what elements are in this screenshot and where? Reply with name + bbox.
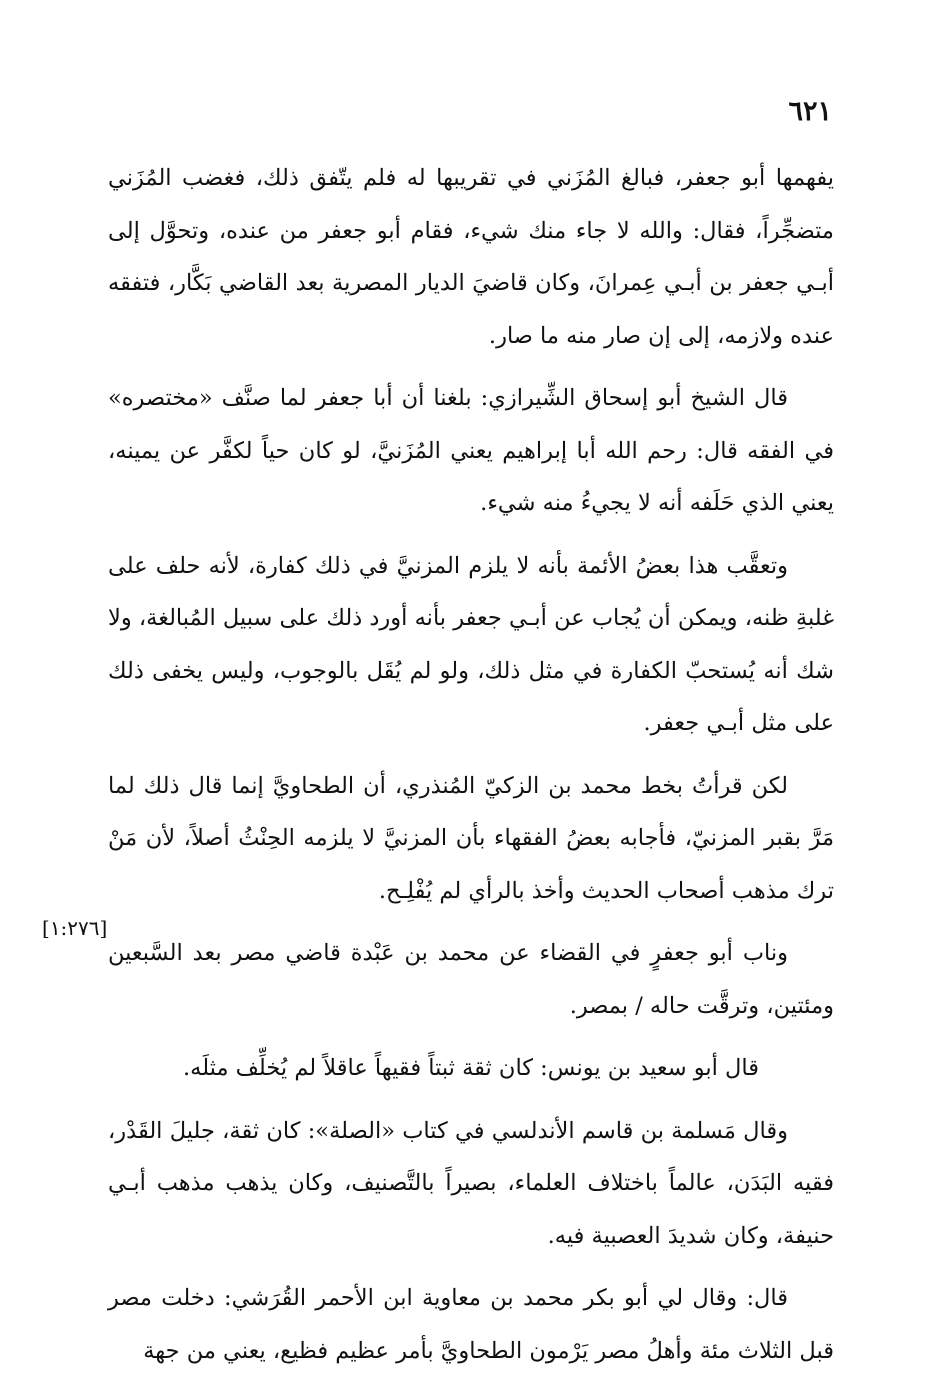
paragraph: لكن قرأتُ بخط محمد بن الزكيّ المُنذري، أن الطحاويَّ إنما قال ذلك لما مَرَّ بقبر المزنيّ، فأجابه بعضُ الفقهاء بأن المزنيَّ لا يلزمه الحِنْثُ أصلاً، لأن مَنْ ترك مذهب أصحاب الحديث وأخذ بالرأي لم يُفْلِـح. <box>108 772 834 904</box>
paragraph: قال: وقال لي أبو بكر محمد بن معاوية ابن الأحمر القُرَشي: دخلت مصر قبل الثلاث مئة وأهلُ مصر يَرْمون الطحاويَّ بأمر عظيم فظيع، يعني من جهة <box>108 1285 834 1364</box>
paragraph: قال أبو سعيد بن يونس: كان ثقة ثبتاً فقيهاً عاقلاً لم يُخلِّف مثلَه. <box>182 1055 759 1081</box>
page-number: ٦٢١ <box>788 96 832 127</box>
body-text <box>108 152 834 1387</box>
paragraph: وناب أبو جعفرٍ في القضاء عن محمد بن عَبْدة قاضي مصر بعد السَّبعين ومئتين، وترقَّت حاله / بمصر. <box>108 940 834 1019</box>
margin-reference: [١:٢٧٦] <box>42 916 108 940</box>
paragraph: وقال مَسلمة بن قاسم الأندلسي في كتاب «الصلة»: كان ثقة، جليلَ القَدْر، فقيه البَدَن، عالماً باختلاف العلماء، بصيراً بالتَّصنيف، وكان يذهب مذهب أبـي حنيفة، وكان شديدَ العصبية فيه. <box>108 1117 834 1249</box>
paragraph: قال الشيخ أبو إسحاق الشِّيرازي: بلغنا أن أبا جعفر لما صنَّف «مختصره» في الفقه قال: رحم الله أبا إبراهيم يعني المُزَنيَّ، لو كان حياً لكفَّر عن يمينه، يعني الذي حَلَفه أنه لا يجيءُ منه شيء. <box>108 385 834 516</box>
paragraph: وتعقَّب هذا بعضُ الأئمة بأنه لا يلزم المزنيَّ في ذلك كفارة، لأنه حلف على غلبةِ ظنه، ويمكن أن يُجاب عن أبـي جعفر بأنه أورد ذلك على سبيل المُبالغة، ولا شك أنه يُستحبّ الكفارة في مثل ذلك، ولو لم يُقَل بالوجوب، وليس يخفى ذلك على مثل أبـي جعفر. <box>108 552 834 736</box>
paragraph: يفهمها أبو جعفر، فبالغ المُزَني في تقريبها له فلم يتّفق ذلك، فغضب المُزَني متضجِّراً، فقال: والله لا جاء منك شيء، فقام أبو جعفر من عنده، وتحوَّل إلى أبـي جعفر بن أبـي عِمرانَ، وكان قاضيَ الديار المصرية بعد القاضي بَكَّار، فتفقه عنده ولازمه، إلى إن صار منه ما صار. <box>108 165 834 349</box>
